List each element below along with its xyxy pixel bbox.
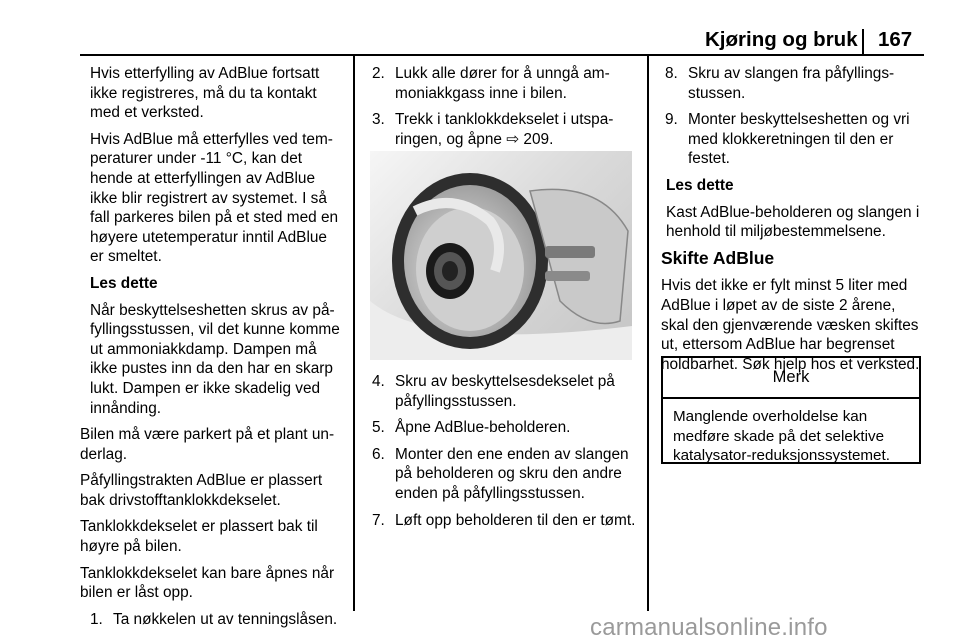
- fuel-filler-illustration: [370, 151, 632, 360]
- note-text: Når beskyttelseshetten skrus av påfyllingsstussen, vil det kunne komme ut ammoniakkdamp. Dampen må ikke pustes inn da den har en skarp lukt. Dampen er ikke skadelig ved innånding.: [90, 301, 340, 417]
- merk-heading: Merk: [663, 358, 919, 399]
- merk-box: [661, 356, 921, 464]
- watermark: carmanualsonline.info: [590, 614, 828, 641]
- header-rule: [80, 54, 924, 56]
- list-item: [372, 418, 636, 438]
- column-1: [80, 64, 342, 636]
- paragraph: Påfyllingstrakten AdBlue er plassert bak drivstofftanklokkdekselet.: [80, 472, 323, 509]
- column-divider-2: [647, 55, 649, 611]
- step-text: Skru av beskyttelsesdekselet på påfyllingsstussen.: [395, 373, 615, 410]
- step-text: Lukk alle dører for å unngå ammoniakkgass inne i bilen.: [395, 65, 610, 102]
- section-heading: Skifte AdBlue: [661, 247, 775, 268]
- header-divider: [862, 29, 864, 55]
- page-section-title: Kjøring og bruk: [705, 28, 858, 51]
- merk-text: Manglende overholdelse kan medføre skade på det selektive katalysator-reduksjonssystemet.: [673, 408, 890, 465]
- list-item: [665, 110, 927, 169]
- paragraph: Tanklokkdekselet kan bare åpnes når bilen er låst opp.: [80, 564, 335, 602]
- step-number: 5.: [372, 419, 385, 437]
- step-text: Ta nøkkelen ut av tenningslåsen.: [113, 610, 338, 628]
- column-divider-1: [353, 55, 355, 611]
- step-number: 1.: [90, 610, 103, 628]
- paragraph: Hvis etterfylling av AdBlue fortsatt ikke registreres, må du ta kontakt med et verksted.: [90, 65, 320, 122]
- step-text: Løft opp beholderen til den er tømt.: [395, 511, 636, 529]
- list-item: [80, 610, 342, 630]
- column-2-top: [372, 64, 636, 156]
- step-number: 6.: [372, 445, 385, 463]
- note-heading: Les dette: [666, 176, 734, 194]
- note-heading: Les dette: [90, 274, 158, 292]
- column-3: [661, 64, 927, 381]
- step-number: 9.: [665, 111, 678, 129]
- list-item: [372, 372, 636, 411]
- paragraph: Tanklokkdekselet er plassert bak til høyre på bilen.: [80, 518, 318, 556]
- paragraph: Hvis AdBlue må etterfylles ved temperaturer under -11 °C, kan det hende at etterfyllingen av AdBlue ikke blir registrert av systemet. I så fall parkeres bilen på et sted med en høyere utetemperatur inntil AdBlue er smeltet.: [90, 130, 339, 266]
- note-text: Kast AdBlue-beholderen og slangen i henhold til miljøbestemmelsene.: [666, 203, 920, 241]
- paragraph: Bilen må være parkert på et plant underlag.: [80, 426, 335, 463]
- column-2-bottom: [372, 372, 636, 537]
- fuel-filler-photo: [370, 151, 632, 360]
- step-number: 3.: [372, 111, 385, 129]
- list-item: [665, 64, 927, 103]
- list-item: [372, 64, 636, 103]
- step-number: 4.: [372, 373, 385, 390]
- step-text: Åpne AdBlue-beholderen.: [395, 419, 571, 437]
- list-item: [372, 445, 636, 504]
- step-text: Monter den ene enden av slangen på beholderen og skru den andre enden på påfyllingsstussen.: [395, 445, 629, 502]
- list-item: [372, 511, 636, 531]
- page-number: 167: [878, 28, 913, 51]
- step-text: Monter beskyttelseshetten og vri med klokkeretningen til den er festet.: [688, 111, 910, 168]
- paragraph: Hvis det ikke er fylt minst 5 liter med AdBlue i løpet av de siste 2 årene, skal den gjenværende væsken skiftes ut, ettersom AdBlue har begrenset holdbarhet. Søk hjelp hos et verksted.: [661, 277, 920, 373]
- step-number: 8.: [665, 65, 678, 82]
- step-text: Skru av slangen fra påfyllingsstussen.: [688, 65, 895, 102]
- step-text: Trekk i tanklokkdekselet i utsparingen, og åpne ⇨ 209.: [395, 111, 614, 148]
- step-number: 2.: [372, 65, 385, 82]
- step-number: 7.: [372, 511, 385, 529]
- list-item: [372, 110, 636, 149]
